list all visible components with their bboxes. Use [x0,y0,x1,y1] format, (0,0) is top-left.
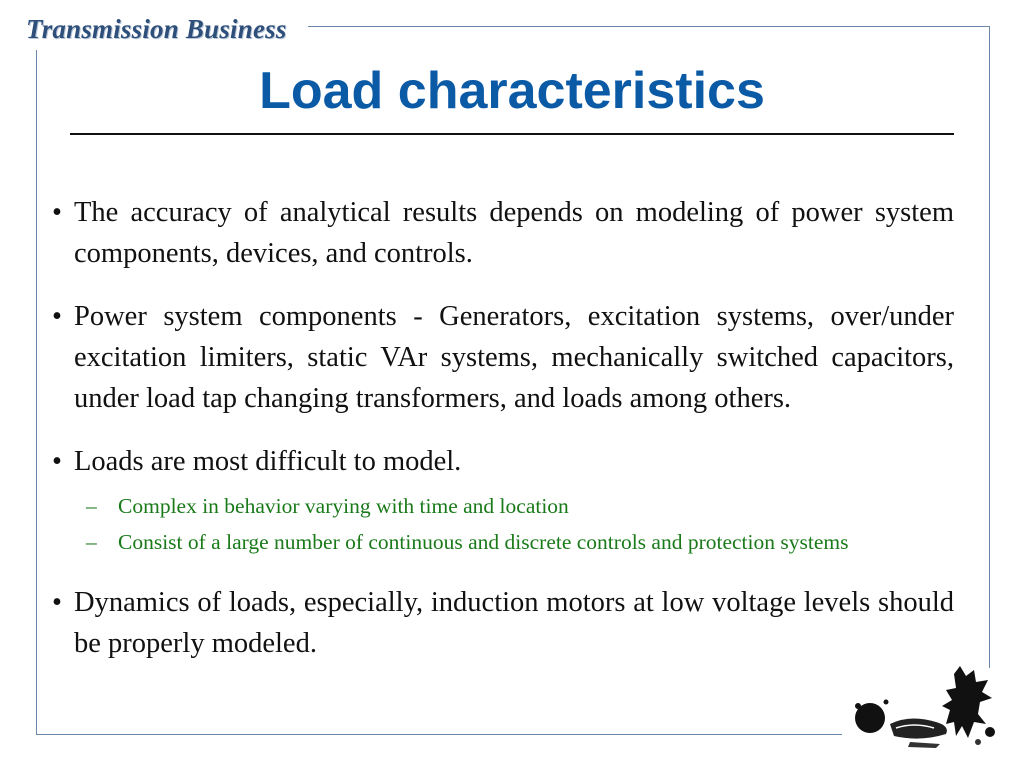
subbullet-item [86,526,954,558]
bullet-item [52,582,954,664]
splash-logo-icon [850,662,1000,748]
title-divider [70,133,954,135]
subbullet-text: Complex in behavior varying with time and location [118,494,569,518]
bullet-marker: • [52,446,62,477]
bullet-text: Loads are most difficult to model. [74,446,462,477]
bullet-marker: • [52,301,62,332]
bullet-marker: • [52,587,62,618]
bullet-marker: • [52,197,62,228]
slide-title: Load characteristics [259,62,765,120]
frame-bottom-line [36,734,842,735]
frame-top-line [308,26,990,27]
subbullet-item [86,490,954,522]
subbullet-list [86,490,954,558]
bullet-text: Dynamics of loads, especially, induction motors at low voltage levels should be properly modeled. [74,587,954,659]
bullet-text: The accuracy of analytical results depends on modeling of power system components, devices, and controls. [74,197,954,269]
slide-content [52,192,954,686]
brand-title: Transmission Business [26,14,287,44]
bullet-item [52,192,954,274]
frame-left-line [36,50,37,734]
bullet-text: Power system components - Generators, excitation systems, over/under excitation limiters, static VAr systems, mechanically switched capacitors, under load tap changing transformers, and loads among others. [74,301,954,414]
subbullet-marker: – [86,494,97,518]
subbullet-text: Consist of a large number of continuous and discrete controls and protection systems [118,530,849,554]
bullet-item [52,441,954,482]
subbullet-marker: – [86,530,97,554]
bullet-item [52,296,954,419]
